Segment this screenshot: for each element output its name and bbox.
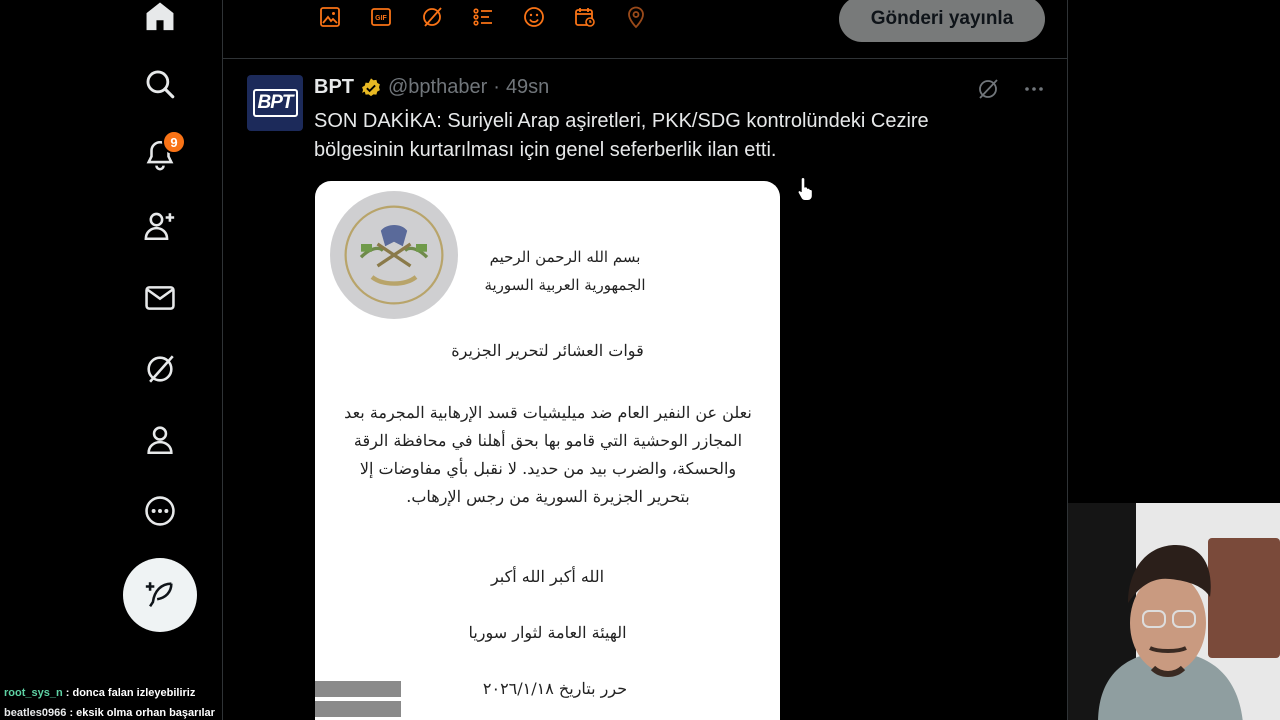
nav-profile[interactable]: [132, 412, 188, 468]
grok-button[interactable]: [976, 77, 1000, 101]
avatar-logo-text: BPT: [253, 89, 298, 117]
gif-icon: [369, 5, 393, 29]
mail-icon: [143, 281, 177, 315]
webcam-overlay: [1068, 503, 1280, 720]
media-icon: [318, 5, 342, 29]
composer-gif-button[interactable]: [368, 4, 393, 29]
chat-message: [4, 703, 215, 720]
meta-separator: ·: [493, 76, 500, 98]
document-title: قوات العشائر لتحرير الجزيرة: [451, 341, 644, 360]
nav-explore[interactable]: [132, 56, 188, 112]
more-options-button[interactable]: [1022, 77, 1046, 101]
more-horizontal-icon: [1022, 77, 1046, 101]
streamer-person: [1098, 543, 1268, 720]
tweet[interactable]: [223, 59, 1068, 720]
profile-icon: [143, 423, 177, 457]
chat-text: : donca falan izleyebiliriz: [62, 687, 196, 699]
post-button[interactable]: Gönderi yayınla: [839, 0, 1045, 42]
document-body: نعلن عن النفير العام ضد ميليشيات قسد الإرهابية المجرمة بعد المجازر الوحشية التي قامو بها بحق أهلنا في محافظة الرقة والحسكة، والضرب بيد من حديد. لا نقبل بأي مفاوضات إلا بتحرير الجزيرة السورية من رجس الإرهاب.: [344, 403, 752, 506]
nav-messages[interactable]: [132, 270, 188, 326]
nav-notifications[interactable]: [132, 127, 188, 183]
composer-poll-button[interactable]: [470, 4, 495, 29]
tweet-header: [314, 76, 549, 99]
author-handle[interactable]: @bpthaber: [388, 76, 488, 98]
search-icon: [143, 67, 177, 101]
document-date: حرر بتاريخ ٢٠٢٦/١/١٨: [482, 679, 628, 698]
home-icon: [143, 0, 177, 33]
chat-username: root_sys_n: [4, 687, 63, 699]
emoji-icon: [522, 5, 546, 29]
composer-grok-button[interactable]: [419, 4, 444, 29]
tweet-image[interactable]: [315, 181, 780, 720]
composer-toolbar: [223, 0, 1068, 59]
chat-username: beatles0966: [4, 707, 67, 719]
avatar[interactable]: [247, 75, 303, 131]
nav-follow[interactable]: [132, 198, 188, 254]
chat-text: : eksik olma orhan başarılar: [66, 707, 215, 719]
grok-icon: [420, 5, 444, 29]
feather-plus-icon: [143, 578, 177, 612]
post-time[interactable]: 49sn: [505, 76, 550, 98]
main-timeline: [222, 0, 1068, 720]
chat-message: [4, 683, 215, 703]
poll-icon: [471, 5, 495, 29]
notifications-badge: 9: [162, 130, 186, 154]
redaction-bar: [315, 681, 401, 697]
add-user-icon: [143, 209, 177, 243]
composer-media-button[interactable]: [317, 4, 342, 29]
document-takbir: الله أكبر الله أكبر: [490, 567, 605, 586]
composer-schedule-button[interactable]: [572, 4, 597, 29]
stream-chat: [4, 683, 215, 720]
composer-emoji-button[interactable]: [521, 4, 546, 29]
sidebar-nav: [120, 0, 200, 720]
author-name[interactable]: BPT: [314, 76, 354, 98]
nav-home[interactable]: [132, 0, 188, 44]
hand-cursor-icon: [797, 176, 815, 202]
nav-grok[interactable]: [132, 341, 188, 397]
tweet-text: SON DAKİKA: Suriyeli Arap aşiretleri, PKK/SDG kontrolündeki Cezire bölgesinin kurtarılması için genel seferberlik ilan etti.: [314, 110, 929, 161]
compose-post-button[interactable]: [123, 558, 197, 632]
verified-icon: [360, 77, 382, 99]
nav-more[interactable]: [132, 483, 188, 539]
location-icon: [624, 5, 648, 29]
tweet-actions: [976, 77, 1046, 101]
composer-location-button[interactable]: [623, 4, 648, 29]
document-header: [465, 243, 665, 299]
document-signature: الهيئة العامة لثوار سوريا: [468, 623, 627, 642]
republic-text: الجمهورية العربية السورية: [484, 276, 646, 294]
grok-icon: [143, 352, 177, 386]
svg-text:GIF: GIF: [374, 14, 387, 22]
emblem-logo: [330, 191, 458, 319]
basmala-text: بسم الله الرحمن الرحيم: [489, 248, 641, 266]
redaction-bar: [315, 701, 401, 717]
grok-icon: [976, 77, 1000, 101]
more-circle-icon: [143, 494, 177, 528]
schedule-icon: [573, 5, 597, 29]
